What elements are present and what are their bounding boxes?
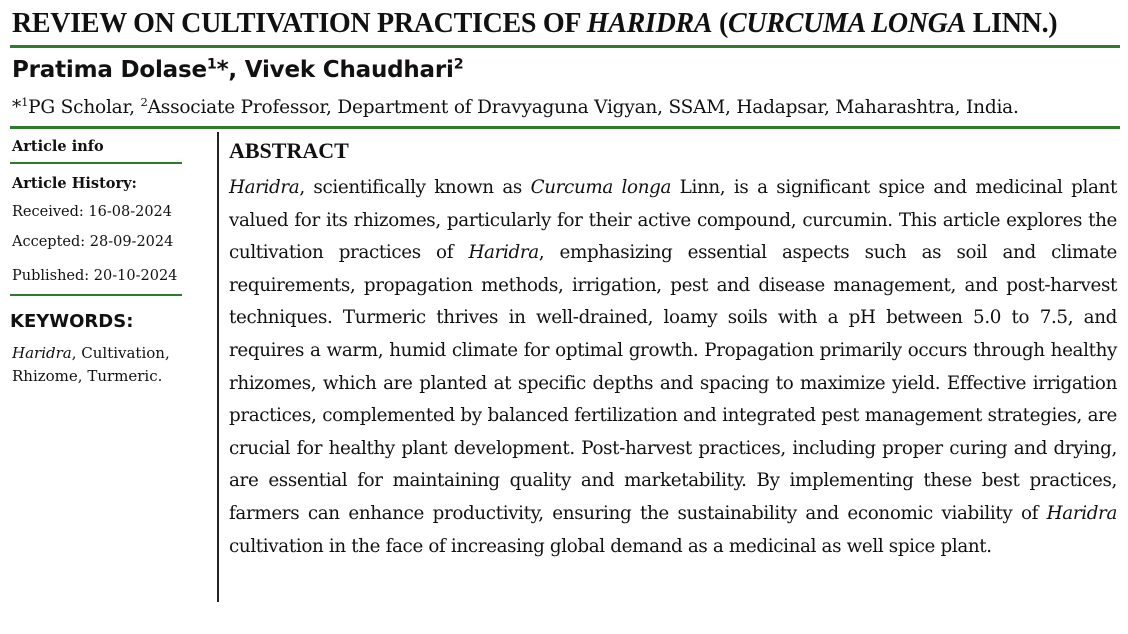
title-rule xyxy=(10,45,1120,48)
keywords-list: Haridra, Cultivation, Rhizome, Turmeric. xyxy=(12,344,170,385)
author-list: Pratima Dolase$^1$*, Vivek Chaudhari$^2$ xyxy=(12,56,464,83)
article-info-heading: Article info xyxy=(12,138,104,155)
column-divider xyxy=(217,132,219,602)
abstract-body: Haridra, scientifically known as Curcuma longa Linn, is a significant spice and medicinal plant valued for its rhizomes, particularly for their active compound, curcumin. This article explores the cultivation practices of Haridra, emphasizing essential aspects such as soil and climate requirements, propagation methods, irrigation, pest and disease management, and post-harvest techniques. Turmeric thrives in well-drained, loamy soils with a pH between 5.0 to 7.5, and requires a warm, humid climate for optimal growth. Propagation primarily occurs through healthy rhizomes, which are planted at specific depths and spacing to maximize yield. Effective irrigation practices, complemented by balanced fertilization and integrated pest management strategies, are crucial for healthy plant development. Post-harvest practices, including proper curing and drying, are essential for maintaining quality and marketability. By implementing these best practices, farmers can enhance productivity, ensuring the sustainability and economic viability of Haridra cultivation in the face of increasing global demand as a medicinal as well spice plant. xyxy=(229,177,1117,557)
article-history-label: Article History: xyxy=(12,175,137,192)
accepted-date: Accepted: 28-09-2024 xyxy=(12,234,174,250)
paper-title: REVIEW ON CULTIVATION PRACTICES OF HARIDRA (CURCUMA LONGA LINN.) xyxy=(12,8,1058,39)
sidebar-rule xyxy=(10,162,182,164)
affiliation-rule xyxy=(10,126,1120,129)
affiliation: *$^1$PG Scholar, $^2$Associate Professor, Department of Dravyaguna Vigyan, SSAM, Hadapsar, Maharashtra, India. xyxy=(12,94,1019,118)
sidebar-rule xyxy=(10,294,182,296)
keywords-label: KEYWORDS: xyxy=(10,311,134,332)
received-date: Received: 16-08-2024 xyxy=(12,204,172,220)
published-date: Published: 20-10-2024 xyxy=(12,268,178,284)
abstract-heading: ABSTRACT xyxy=(229,138,349,163)
